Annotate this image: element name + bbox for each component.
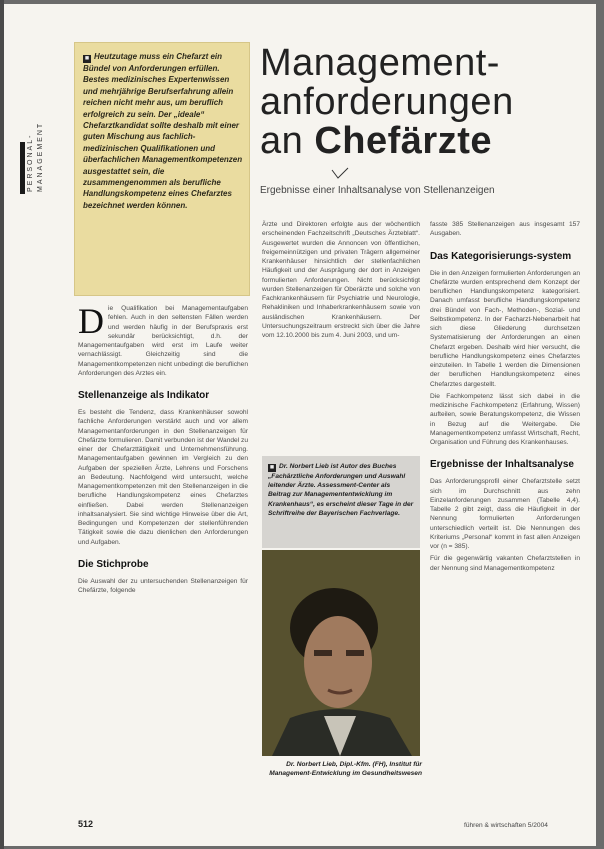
column-2 xyxy=(262,220,420,343)
col3-paragraph-3: Das Anforderungsprofil einer Chefarztstelle setzt sich im Durchschnitt aus zehn Einzelanforderungen zusammen (Tabelle 4,4). Tabelle 2 gibt zeigt, dass die Häufigkeit in der Nennung formulierten Anforderungen unterschiedlich verteilt ist. Die Nennungen des Kriteriums „Personal“ kommt in fast allen Anzeigen vor (n = 385). xyxy=(430,478,580,550)
article-subtitle: Ergebnisse einer Inhaltsanalyse von Stellenanzeigen xyxy=(260,185,495,196)
drop-cap: D xyxy=(78,301,104,341)
col1-paragraph-2: Die Auswahl der zu untersuchenden Stellenanzeigen für Chefärzte, folgende xyxy=(78,577,248,594)
col2-paragraph-1: Ärzte und Direktoren erfolgte aus der wöchentlich erscheinenden Fachzeitschrift „Deutsches Ärzteblatt“. Ausgewertet wurden die Annoncen von öffentlichen, freigemeinnützigen und privaten Trägern allgemeiner Krankenhäuser hinsichtlich der stellenfachlichen Häufigkeit und der Ausprägung der dort in Anzeigen formulierten Anforderungen. Nicht berücksichtigt wurden Stellenanzeigen für Oberärzte und solche von Fachkrankenhäusern für Psychiatrie und Neurologie, Rehakliniken und Inhaberkrankenhäusern sowie von ausländischen Krankenhäusern. Der Untersuchungszeitraum erstreckt sich über die Jahre vom 12.10.2000 bis zum 4. Juni 2003, und um- xyxy=(262,221,420,339)
heading-stellenanzeige: Stellenanzeige als Indikator xyxy=(78,390,210,401)
page-number: 512 xyxy=(78,819,94,829)
author-photo xyxy=(262,550,420,756)
section-bar xyxy=(20,142,25,194)
col1-paragraph-1: Es besteht die Tendenz, dass Krankenhäuser sowohl fachliche Anforderungen verstärkt auch und vor allem Managementanforderungen in den Stellenanzeigen für Chefärzte formulieren. Damit verbunden ist der Wandel zu einer der Chefarzttätigkeit und Unternehmensführung. Managementaufgaben gewinnen im Vergleich zu den Aufgaben der speziellen Ärzte, Lehrens und Forschens an Bedeutung. Nachfolgend wird untersucht, welche Managementkompetenzen mit den Stellenanzeigen in die berufliche Handlungskompetenz eines Chefarztes einfließen. Dabei werden Stellenanzeigen inhaltsanalysiert. Sie sind wichtige Hinweise über die Art, Bedingungen und Kompetenzen der stellenführenden Tätigkeit sowie die dazu dienlichen den Anforderungen und Aufgaben. xyxy=(78,409,248,546)
col3-paragraph-1: Die in den Anzeigen formulierten Anforderungen an Chefärzte wurden entsprechend dem Konzept der beruflichen Handlungskompetenz kategorisiert. Danach umfasst berufliche Handlungskompetenz drei Bündel von Fach-, Methoden-, Sozial- und Selbstkompetenz. In der Facharzt-Nebenarbeit hat sich diese Gliederung durchsetzen Systematisierung der Anforderungen an einen Chefarzt ergeben. Deshalb wird hier versucht, die berufliche Handlungskompetenz eines Chefarztes einzuteilen. In Tabelle 1 werden die Dimensionen der beruflichen Handlungskompetenz eines Chefarztes dargestellt. xyxy=(430,269,580,388)
bullet-square-icon: ■ xyxy=(84,55,90,62)
author-info-text: Dr. Norbert Lieb ist Autor des Buches „Fachärztliche Anforderungen und Auswahl leitender Ärzte. Assessment-Center als Beitrag zur Managemententwicklung im Krankenhaus“, es erscheint dieser Tage in der Schriftreihe der Bayerischen Fachverlage. xyxy=(268,463,414,517)
heading-ergebnisse: Ergebnisse der Inhaltsanalyse xyxy=(430,459,574,471)
author-info-box xyxy=(262,456,420,548)
col3-paragraph-2: Die Fachkompetenz lässt sich dabei in die medizinische Fachkompetenz (Erfahrung, Wissen) aufteilen, sowie Beratungskompetenz, die Wissen in Bezug auf die Weitergabe. Die Managementkompetenz umfasst Wirtschaft, Recht, Organisation und Führung des Krankenhauses. xyxy=(430,392,580,446)
title-line-3: an Chefärzte xyxy=(260,120,492,162)
col3-paragraph-4: Für die gegenwärtig vakanten Chefarztstellen in der Nennung sind Managementkompetenz xyxy=(430,555,580,572)
intro-box xyxy=(74,42,250,296)
portrait-image xyxy=(262,550,420,756)
column-1 xyxy=(78,301,248,598)
intro-text: Heutzutage muss ein Chefarzt ein Bündel von Anforderungen erfüllen. Bestes medizinisches Expertenwissen und mehrjährige Berufserfahrung allein reichen nicht mehr aus, um beruflich erfolgreich zu sein. Der „ideale“ Chefarztkandidat sollte deshalb mit einer guten Mischung aus fachlich-medizinischen Qualifikationen und überfachlichen Managementkompetenzen ausgestattet sein, die zusammengenommen als berufliche Handlungskompetenz eines Chefarztes bezeichnet werden können. xyxy=(83,52,243,210)
photo-caption: Dr. Norbert Lieb, Dipl.-Kfm. (FH), Institut für Management-Entwicklung im Gesundheitswesen xyxy=(269,761,422,777)
article-title xyxy=(260,44,580,161)
section-label-vertical: PERSONAL-MANAGEMENT xyxy=(27,121,44,192)
column-3 xyxy=(430,220,580,576)
info-square-icon: ■ xyxy=(269,464,275,471)
heading-kategorisierung: Das Kategorisierungs-system xyxy=(430,250,572,262)
col3-paragraph-0: fasste 385 Stellenanzeigen aus insgesamt 157 Ausgaben. xyxy=(430,221,580,238)
title-line-2: anforderungen xyxy=(260,81,514,123)
title-line-1: Management- xyxy=(260,42,500,84)
magazine-page xyxy=(4,4,596,846)
pen-check-mark-icon xyxy=(330,166,350,182)
heading-stichprobe: Die Stichprobe xyxy=(78,558,149,570)
col1-intro: ie Qualifikation bei Managementaufgaben fehlen. Auch in den seltensten Fällen werden und werden häufig in der Berufspraxis erst sekundär berücksichtigt, d.h. der Managementaufgaben wird erst im Laufe weiter vernachlässigt. Gleichzeitig sind die Managementkompetenzen nicht unbedingt die beruflichen Anforderungen des Arztes ein. xyxy=(78,305,248,377)
footer-publication: führen & wirtschaften 5/2004 xyxy=(464,822,548,829)
